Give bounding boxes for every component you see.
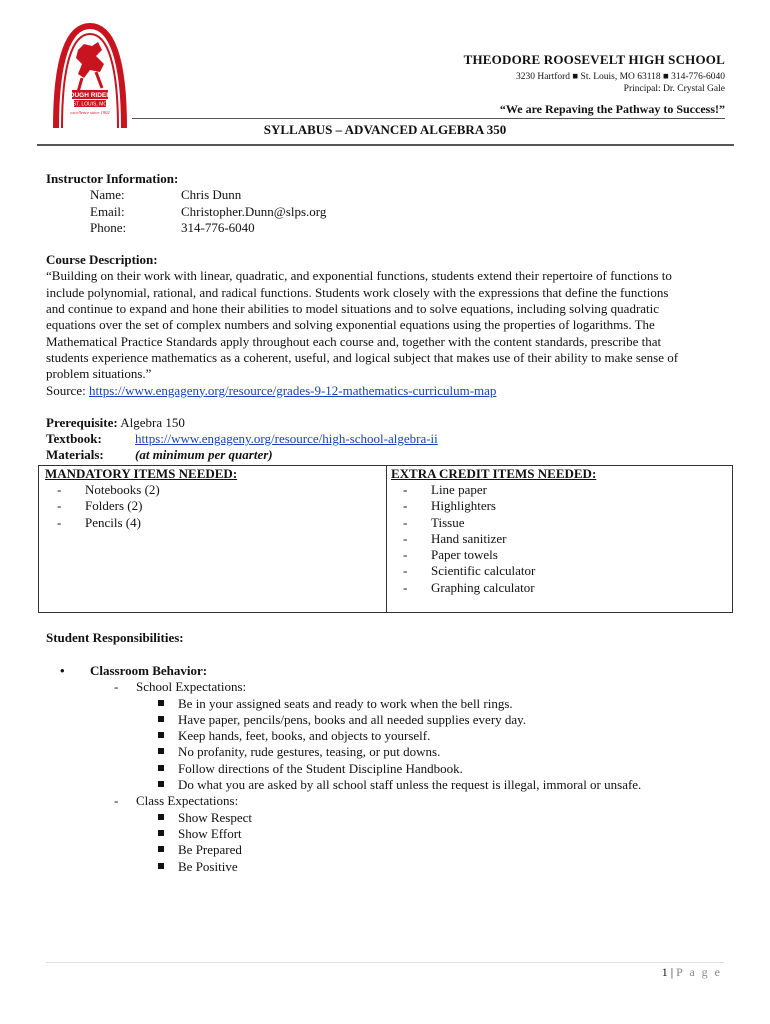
page-separator: | (667, 965, 677, 979)
course-line: Mathematical Practice Standards apply throughout each course and, together with the content standards, prescribe that (46, 333, 662, 349)
logo-text-top: ROUGH RIDERS (64, 92, 116, 99)
source-link[interactable]: https://www.engageny.org/resource/grades-9-12-mathematics-curriculum-map (88, 382, 497, 398)
page-number: 1 (661, 965, 668, 979)
extra-credit-heading: EXTRA CREDIT ITEMS NEEDED: (391, 466, 597, 481)
textbook-label: Textbook: (46, 431, 102, 447)
list-item: Be in your assigned seats and ready to work when the bell rings. (60, 696, 641, 712)
course-line: “Building on their work with linear, quadratic, and exponential functions, students extend their repertoire of functions to (46, 268, 672, 284)
school-name: THEODORE ROOSEVELT HIGH SCHOOL (463, 52, 725, 67)
header-divider (132, 118, 725, 119)
instructor-label: Email: (90, 203, 125, 219)
materials-label: Materials: (46, 447, 104, 463)
page-word: P a g e (676, 965, 722, 979)
school-principal: Principal: Dr. Crystal Gale (623, 84, 725, 94)
mandatory-column (39, 466, 386, 612)
list-item: - Notebooks (2) (57, 482, 160, 497)
syllabus-title: SYLLABUS – ADVANCED ALGEBRA 350 (263, 122, 507, 137)
school-address: 3230 Hartford ■ St. Louis, MO 63118 ■ 314-776-6040 (515, 72, 725, 82)
page-footer (662, 965, 722, 980)
course-line: equations over the set of complex numbers and solving exponential equations using the properties of logarithms. The (46, 317, 655, 333)
course-line: students experience mathematics as a coherent, useful, and logical subject that makes use of their ability to make sense of (46, 349, 679, 365)
prerequisite-value: Algebra 150 (117, 414, 185, 430)
list-item: Show Effort (60, 826, 641, 842)
logo-text-mid: ST. LOUIS, MO (72, 101, 108, 108)
list-item: Have paper, pencils/pens, books and all needed supplies every day. (60, 712, 641, 728)
course-heading: Course Description: (46, 252, 158, 268)
list-item: Show Respect (60, 810, 641, 826)
list-item: - Scientific calculator (403, 563, 536, 579)
main-content (46, 171, 730, 464)
list-item: - Highlighters (403, 498, 496, 514)
school-logo (48, 20, 132, 132)
list-item: Do what you are asked by all school staff unless the request is illegal, immoral or unsafe. (60, 777, 641, 793)
list-item: - Pencils (4) (57, 514, 141, 530)
mandatory-list (45, 482, 380, 531)
class-expectations-heading: - Class Expectations: (114, 793, 239, 809)
list-item: - Paper towels (403, 547, 498, 563)
list-item: - Folders (2) (57, 498, 143, 514)
logo-text-bottom: excellence since 1902 (70, 110, 110, 115)
responsibilities-heading: Student Responsibilities: (46, 630, 184, 645)
course-line: and continue to expand and hone their abilities to model situations and to solve equations, including solving quadratic (46, 301, 660, 317)
list-item: No profanity, rude gestures, teasing, or put downs. (60, 744, 641, 760)
materials (46, 447, 730, 463)
instructor-row (46, 204, 730, 220)
instructor-row (46, 220, 730, 236)
prerequisite-label: Prerequisite: (46, 414, 118, 430)
footer-divider (46, 962, 724, 963)
instructor-row (46, 187, 730, 203)
mandatory-heading: MANDATORY ITEMS NEEDED: (45, 466, 238, 481)
list-item: Be Positive (60, 859, 641, 875)
instructor-heading: Instructor Information: (46, 171, 179, 186)
instructor-label: Phone: (90, 219, 127, 235)
instructor-phone: 314-776-6040 (181, 219, 255, 235)
source-label: Source: (46, 382, 89, 398)
list-item: Be Prepared (60, 842, 641, 858)
materials-table (38, 465, 733, 613)
instructor-label: Name: (90, 187, 125, 203)
extra-credit-column (386, 466, 732, 612)
list-item: - Line paper (403, 482, 487, 497)
textbook (46, 431, 730, 447)
school-expectations-heading: - School Expectations: (114, 679, 247, 695)
extra-credit-list (391, 482, 726, 596)
title-divider (37, 144, 734, 146)
classroom-behavior (60, 663, 641, 875)
course-source (46, 383, 730, 399)
instructor-email: Christopher.Dunn@slps.org (181, 203, 327, 219)
school-slogan: “We are Repaving the Pathway to Success!” (499, 102, 725, 116)
school-header (464, 52, 725, 117)
instructor-name: Chris Dunn (181, 187, 242, 203)
list-item: Keep hands, feet, books, and objects to yourself. (60, 728, 641, 744)
list-item: - Graphing calculator (403, 579, 535, 595)
course-line: problem situations.” (46, 366, 152, 382)
course-line: include polynomial, rational, and radical functions. Students work closely with the expressions that define the functions (46, 284, 669, 300)
behavior-heading: • Classroom Behavior: (60, 663, 208, 678)
list-item: Follow directions of the Student Discipline Handbook. (60, 761, 641, 777)
textbook-link[interactable]: https://www.engageny.org/resource/high-school-algebra-ii (135, 431, 438, 447)
list-item: - Hand sanitizer (403, 530, 507, 546)
list-item: - Tissue (403, 514, 465, 530)
materials-note: (at minimum per quarter) (135, 447, 273, 463)
prerequisite (46, 415, 730, 431)
